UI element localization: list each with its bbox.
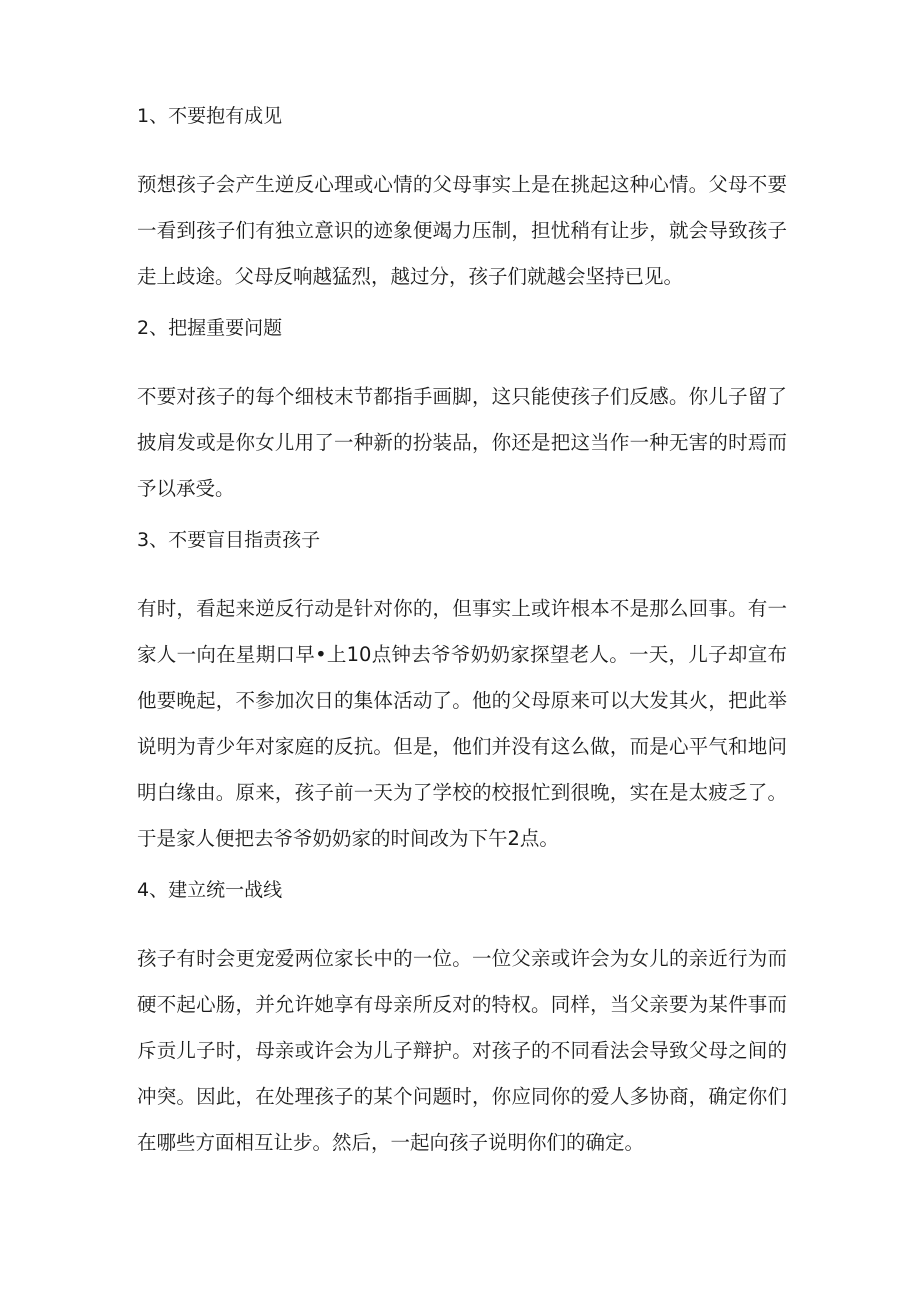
section-heading-3: 3、不要盲目指责孩子	[137, 529, 321, 551]
section-body-1: 预想孩子会产生逆反心理或心情的父母事实上是在挑起这种心情。父母不要一看到孩子们有独立意识的迹象便竭力压制，担忧稍有让步，就会导致孩子走上歧途。父母反响越猛烈，越过分，孩子们就越会坚持已见。	[137, 173, 787, 288]
section-heading-4: 4、建立统一战线	[137, 879, 283, 901]
section-body-3: 有时，看起来逆反行动是针对你的，但事实上或许根本不是那么回事。有一家人一向在星期口早•上10点钟去爷爷奶奶家探望老人。一天，儿子却宣布他要晚起，不参加次日的集体活动了。他的父母原来可以大发其火，把此举说明为青少年对家庭的反抗。但是，他们并没有这么做，而是心平气和地问明白缘由。原来，孩子前一天为了学校的校报忙到很晚，实在是太疲乏了。于是家人便把去爷爷奶奶家的时间改为下午2点。	[137, 597, 787, 850]
section-heading-2: 2、把握重要问题	[137, 317, 283, 339]
section-heading-1: 1、不要抱有成见	[137, 105, 283, 127]
section-body-4: 孩子有时会更宠爱两位家长中的一位。一位父亲或许会为女儿的亲近行为而硬不起心肠，并允许她享有母亲所反对的特权。同样，当父亲要为某件事而斥贡儿子时，母亲或许会为儿子辩护。对孩子的不同看法会导致父母之间的冲突。因此，在处理孩子的某个问题时，你应同你的爱人多协商，确定你们在哪些方面相互让步。然后，一起向孩子说明你们的确定。	[137, 947, 787, 1154]
document-content	[137, 96, 787, 1166]
section-body-2: 不要对孩子的每个细枝末节都指手画脚，这只能使孩子们反感。你儿子留了披肩发或是你女儿用了一种新的扮装品，你还是把这当作一种无害的时焉而予以承受。	[137, 385, 787, 500]
